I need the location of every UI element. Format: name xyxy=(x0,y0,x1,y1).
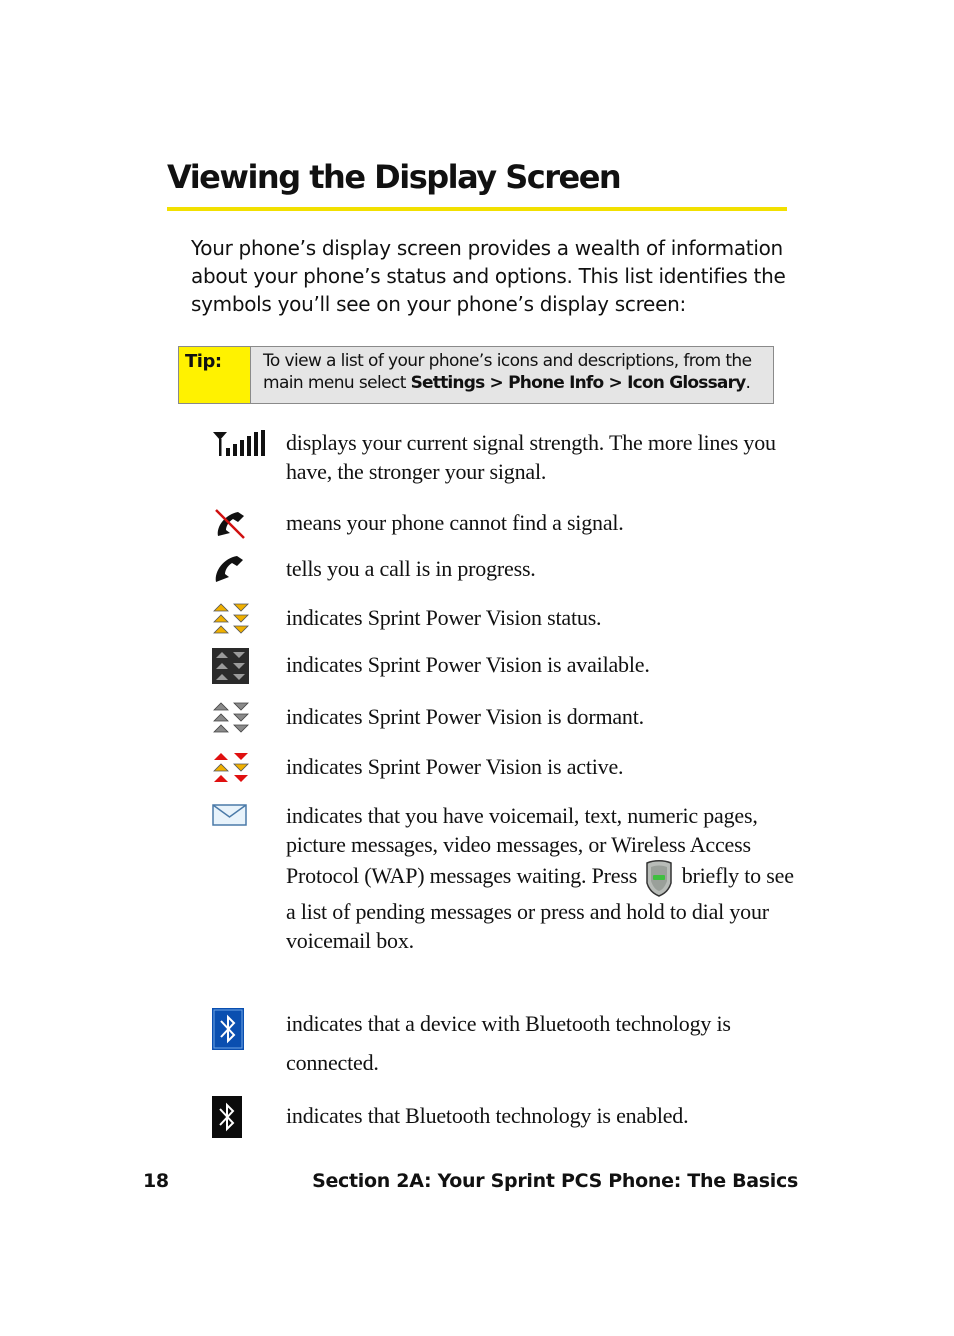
envelope-icon xyxy=(212,804,248,828)
bluetooth-enabled-desc: indicates that Bluetooth technology is enabled. xyxy=(286,1103,689,1128)
tip-path-phone-info: Phone Info xyxy=(508,373,604,393)
bluetooth-connected-icon xyxy=(212,1008,244,1050)
power-vision-status-icon xyxy=(212,603,250,637)
power-vision-available-desc: indicates Sprint Power Vision is available. xyxy=(286,652,650,677)
bluetooth-enabled-icon xyxy=(212,1096,242,1138)
tip-path-settings: Settings xyxy=(410,373,485,393)
power-vision-status-desc: indicates Sprint Power Vision status. xyxy=(286,605,602,630)
power-vision-available-icon xyxy=(212,648,250,684)
bluetooth-connected-desc: indicates that a device with Bluetooth technology is connected. xyxy=(286,1011,731,1075)
signal-strength-icon xyxy=(212,428,268,458)
messages-desc xyxy=(286,801,796,955)
power-vision-dormant-desc: indicates Sprint Power Vision is dormant. xyxy=(286,704,644,729)
tip-text-before: To view a list of your phone’s icons and descriptions, from the main menu select xyxy=(263,351,752,393)
talk-key-icon xyxy=(644,859,674,897)
tip-box xyxy=(178,346,774,404)
tip-sep-2: > xyxy=(603,373,628,393)
page-title: Viewing the Display Screen xyxy=(167,158,621,196)
title-rule xyxy=(167,207,787,211)
tip-label: Tip: xyxy=(179,347,251,403)
intro-paragraph: Your phone’s display screen provides a wealth of information about your phone’s status and options. This list identifies the symbols you’ll see on your phone’s display screen: xyxy=(191,236,786,316)
page-number: 18 xyxy=(143,1170,169,1192)
power-vision-active-icon xyxy=(212,752,250,786)
no-signal-icon xyxy=(212,508,248,540)
tip-path-icon-glossary: Icon Glossary xyxy=(627,373,746,393)
power-vision-active-desc: indicates Sprint Power Vision is active. xyxy=(286,754,624,779)
call-in-progress-icon xyxy=(212,554,246,584)
tip-text-after: . xyxy=(745,373,751,393)
call-in-progress-desc: tells you a call is in progress. xyxy=(286,556,536,581)
tip-text xyxy=(251,347,773,403)
section-footer: Section 2A: Your Sprint PCS Phone: The Basics xyxy=(312,1170,798,1192)
no-signal-desc: means your phone cannot find a signal. xyxy=(286,510,624,535)
messages-desc-after: briefly to see a list of pending messages or press and hold to dial your voicemail box. xyxy=(286,863,794,953)
tip-sep-1: > xyxy=(484,373,509,393)
power-vision-dormant-icon xyxy=(212,702,250,736)
messages-desc-before: indicates that you have voicemail, text, numeric pages, picture messages, video messages, or Wireless Access Protocol (WAP) messages waiting. Press xyxy=(286,803,758,889)
signal-strength-desc: displays your current signal strength. The more lines you have, the stronger your signal. xyxy=(286,430,776,484)
